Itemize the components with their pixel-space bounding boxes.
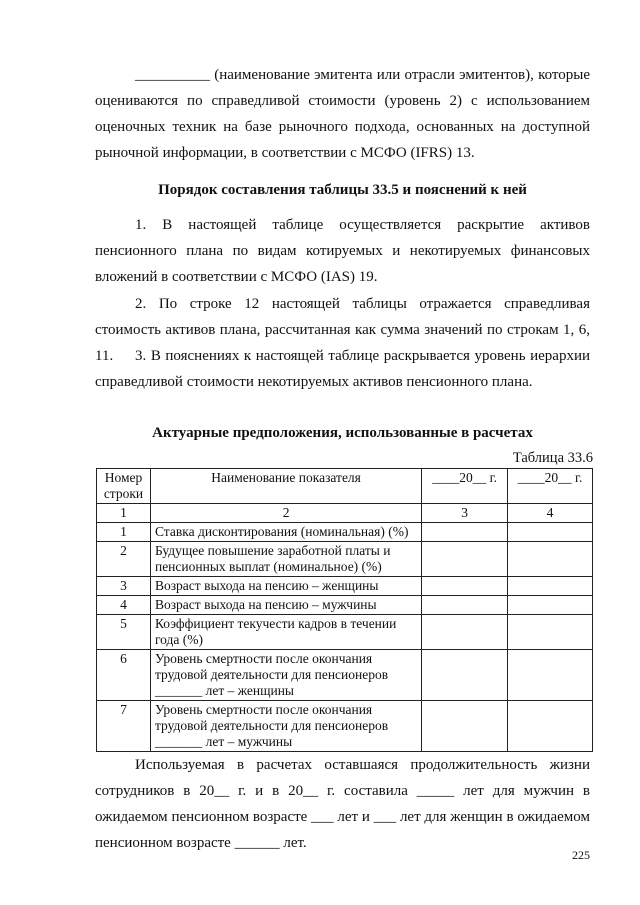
row-number: 1	[97, 523, 151, 542]
indicator-name: Коэффициент текучести кадров в течении года (%)	[150, 615, 421, 650]
table-heading: Актуарные предположения, использованные в расчетах	[152, 425, 533, 441]
indicator-name: Уровень смертности после окончания трудовой деятельности для пенсионеров _______ лет – мужчины	[150, 701, 421, 752]
table-row	[97, 596, 593, 615]
value-cell-year-2	[508, 596, 593, 615]
header-indicator-name: Наименование показателя	[150, 469, 421, 504]
value-cell-year-2	[508, 615, 593, 650]
value-cell-year-1	[422, 701, 508, 752]
value-cell-year-2	[508, 650, 593, 701]
value-cell-year-1	[422, 596, 508, 615]
value-cell-year-1	[422, 577, 508, 596]
table-row	[97, 523, 593, 542]
table-row	[97, 542, 593, 577]
index-cell: 3	[422, 504, 508, 523]
header-year-2: ____20__ г.	[508, 469, 593, 504]
value-cell-year-1	[422, 615, 508, 650]
table-row	[97, 577, 593, 596]
value-cell-year-1	[422, 523, 508, 542]
indicator-name: Будущее повышение заработной платы и пенсионных выплат (номинальное) (%)	[150, 542, 421, 577]
row-number: 5	[97, 615, 151, 650]
row-number: 2	[97, 542, 151, 577]
table-caption: Таблица 33.6	[512, 450, 593, 466]
item-2: 2. По строке 12 настоящей таблицы отражается справедливая стоимость активов плана, рассчитанная как сумма значений по строкам 1, 6, 11.	[95, 296, 590, 364]
row-number: 4	[97, 596, 151, 615]
closing-paragraph: Используемая в расчетах оставшаяся продолжительность жизни сотрудников в 20__ г. и в 20__ г. составила _____ лет для мужчин в ожидаемом пенсионном возрасте ___ лет и ___ лет для женщин в ожидаемом пенсионном возрасте ______ лет.	[95, 757, 590, 851]
table-row	[97, 650, 593, 701]
table-header-row	[97, 469, 593, 504]
indicator-name: Возраст выхода на пенсию – женщины	[150, 577, 421, 596]
index-cell: 1	[97, 504, 151, 523]
indicator-name: Возраст выхода на пенсию – мужчины	[150, 596, 421, 615]
row-number: 7	[97, 701, 151, 752]
table-row	[97, 701, 593, 752]
table-index-row	[97, 504, 593, 523]
value-cell-year-1	[422, 542, 508, 577]
intro-paragraph: __________ (наименование эмитента или отрасли эмитентов), которые оцениваются по справедливой стоимости (уровень 2) с использованием оценочных техник на базе рыночного подхода, основанных на доступной рыночной информации, в соответствии с МСФО (IFRS) 13.	[95, 67, 590, 161]
row-number: 6	[97, 650, 151, 701]
value-cell-year-2	[508, 701, 593, 752]
index-cell: 2	[150, 504, 421, 523]
table-row	[97, 615, 593, 650]
header-row-number: Номер строки	[97, 469, 151, 504]
page-number: 225	[572, 848, 590, 862]
item-3: 3. В пояснениях к настоящей таблице раскрывается уровень иерархии справедливой стоимости некотируемых активов пенсионного плана.	[95, 348, 590, 390]
item-1: 1. В настоящей таблице осуществляется раскрытие активов пенсионного плана по видам котируемых и некотируемых финансовых вложений в соответствии с МСФО (IAS) 19.	[95, 217, 590, 285]
indicator-name: Уровень смертности после окончания трудовой деятельности для пенсионеров _______ лет – женщины	[150, 650, 421, 701]
row-number: 3	[97, 577, 151, 596]
value-cell-year-2	[508, 542, 593, 577]
index-cell: 4	[508, 504, 593, 523]
actuarial-assumptions-table	[96, 468, 593, 752]
value-cell-year-2	[508, 523, 593, 542]
value-cell-year-2	[508, 577, 593, 596]
indicator-name: Ставка дисконтирования (номинальная) (%)	[150, 523, 421, 542]
header-year-1: ____20__ г.	[422, 469, 508, 504]
section-heading: Порядок составления таблицы 33.5 и пояснений к ней	[158, 182, 527, 198]
value-cell-year-1	[422, 650, 508, 701]
